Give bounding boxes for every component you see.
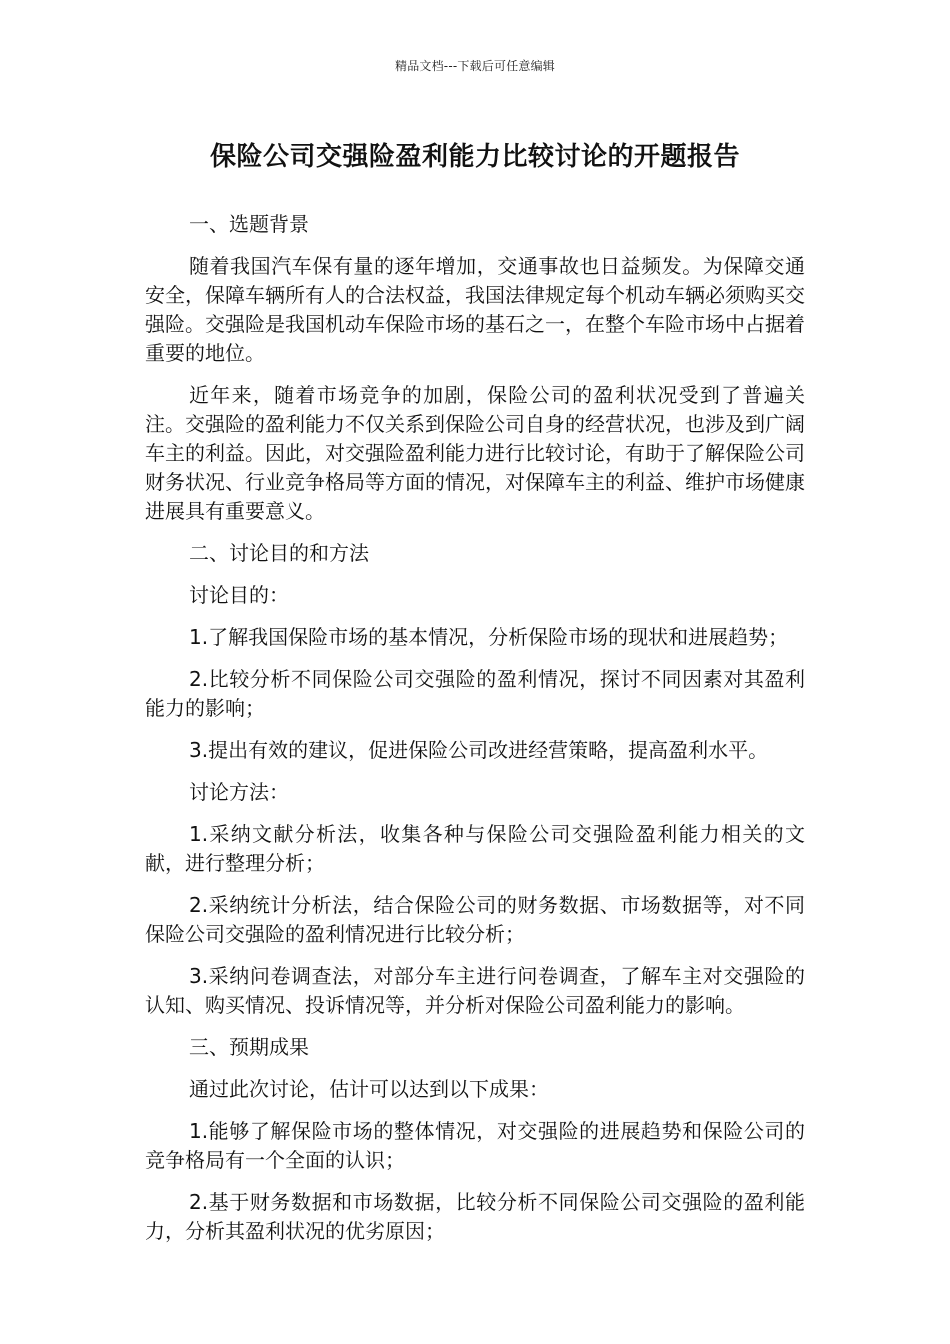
list-item: 1.能够了解保险市场的整体情况，对交强险的进展趋势和保险公司的竞争格局有一个全面的认识； bbox=[145, 1119, 805, 1172]
list-item: 1.了解我国保险市场的基本情况，分析保险市场的现状和进展趋势； bbox=[189, 625, 789, 649]
list-item: 1.采纳文献分析法，收集各种与保险公司交强险盈利能力相关的文献，进行整理分析； bbox=[145, 822, 805, 875]
list-item: 3.提出有效的建议，促进保险公司改进经营策略，提高盈利水平。 bbox=[189, 738, 769, 762]
body-paragraph: 随着我国汽车保有量的逐年增加，交通事故也日益频发。为保障交通安全，保障车辆所有人的合法权益，我国法律规定每个机动车辆必须购买交强险。交强险是我国机动车保险市场的基石之一，在整个车险市场中占据着重要的地位。 bbox=[145, 254, 805, 365]
list-item: 2.采纳统计分析法，结合保险公司的财务数据、市场数据等，对不同保险公司交强险的盈利情况进行比较分析； bbox=[145, 893, 805, 946]
list-item: 3.采纳问卷调查法，对部分车主进行问卷调查，了解车主对交强险的认知、购买情况、投诉情况等，并分析对保险公司盈利能力的影响。 bbox=[145, 964, 805, 1017]
list-item: 2.比较分析不同保险公司交强险的盈利情况，探讨不同因素对其盈利能力的影响； bbox=[145, 667, 805, 720]
body-paragraph: 通过此次讨论，估计可以达到以下成果： bbox=[189, 1077, 549, 1101]
subheading-method: 讨论方法： bbox=[189, 780, 289, 804]
section-heading-background: 一、选题背景 bbox=[189, 212, 309, 236]
subheading-purpose: 讨论目的： bbox=[189, 583, 289, 607]
section-heading-purpose-method: 二、讨论目的和方法 bbox=[189, 541, 369, 565]
header-note: 精品文档---下载后可任意编辑 bbox=[395, 59, 555, 73]
document-title: 保险公司交强险盈利能力比较讨论的开题报告 bbox=[209, 142, 740, 172]
document-body bbox=[145, 210, 805, 1259]
section-heading-expected-results: 三、预期成果 bbox=[189, 1035, 309, 1059]
list-item: 2.基于财务数据和市场数据，比较分析不同保险公司交强险的盈利能力，分析其盈利状况的优劣原因； bbox=[145, 1190, 805, 1243]
body-paragraph: 近年来，随着市场竞争的加剧，保险公司的盈利状况受到了普遍关注。交强险的盈利能力不仅关系到保险公司自身的经营状况，也涉及到广阔车主的利益。因此，对交强险盈利能力进行比较讨论，有助于了解保险公司财务状况、行业竞争格局等方面的情况，对保障车主的利益、维护市场健康进展具有重要意义。 bbox=[145, 383, 805, 523]
